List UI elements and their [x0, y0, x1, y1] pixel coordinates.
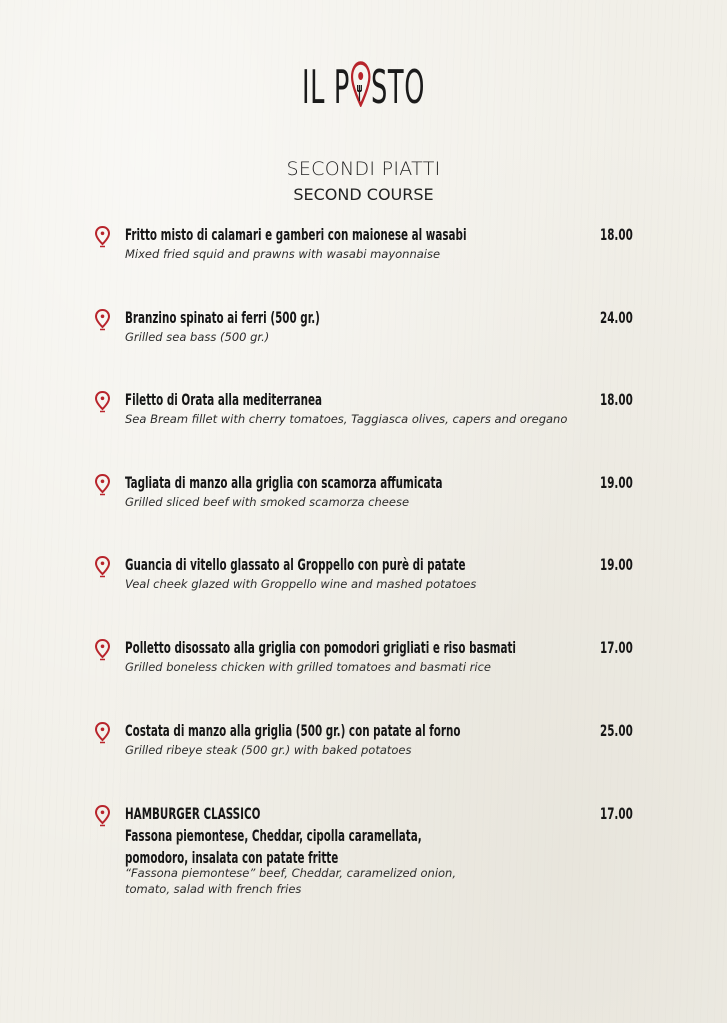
dish-name: Fritto misto di calamari e gamberi con maionese al wasabi [125, 225, 467, 244]
logo-text-right: STO [371, 60, 426, 114]
dish-price: 17.00 [600, 638, 633, 657]
location-pin-icon [95, 391, 110, 413]
dish-price: 19.00 [600, 473, 633, 492]
dish-description: Veal cheek glazed with Groppello wine and mashed potatoes [125, 577, 477, 591]
dish-price: 17.00 [600, 804, 633, 823]
dish-name [125, 803, 422, 869]
location-pin-icon [95, 226, 110, 248]
section-title: SECONDI PIATTI [286, 158, 441, 180]
dish-description-line: tomato, salad with french fries [125, 882, 302, 896]
dish-name: Costata di manzo alla griglia (500 gr.) con patate al forno [125, 721, 461, 740]
dish-description [125, 865, 456, 897]
dish-name: Guancia di vitello glassato al Groppello con purè di patate [125, 555, 466, 574]
dish-price: 18.00 [600, 390, 633, 409]
dish-name: Branzino spinato ai ferri (500 gr.) [125, 308, 320, 327]
dish-description: Mixed fried squid and prawns with wasabi mayonnaise [125, 247, 441, 261]
dish-description: Sea Bream fillet with cherry tomatoes, Taggiasca olives, capers and oregano [125, 412, 568, 426]
dish-price: 18.00 [600, 225, 633, 244]
dish-description-line: “Fassona piemontese” beef, Cheddar, caramelized onion, [125, 866, 457, 880]
pin-fork-logo-icon [351, 61, 371, 107]
dish-description: Grilled ribeye steak (500 gr.) with baked potatoes [125, 743, 412, 757]
dish-name: Tagliata di manzo alla griglia con scamorza affumicata [125, 473, 443, 492]
dish-name: Filetto di Orata alla mediterranea [125, 390, 322, 409]
logo [138, 58, 589, 116]
dish-price: 19.00 [600, 555, 633, 574]
dish-description: Grilled boneless chicken with grilled tomatoes and basmati rice [125, 660, 491, 674]
dish-name-line: pomodoro, insalata con patate fritte [125, 848, 339, 867]
location-pin-icon [95, 722, 110, 744]
dish-price: 25.00 [600, 721, 633, 740]
dish-name-line: Fassona piemontese, Cheddar, cipolla caramellata, [125, 826, 422, 845]
location-pin-icon [95, 309, 110, 331]
logo-text-left: IL P [301, 60, 350, 114]
dish-name: Polletto disossato alla griglia con pomodori grigliati e riso basmati [125, 638, 516, 657]
location-pin-icon [95, 639, 110, 661]
dish-price: 24.00 [600, 308, 633, 327]
location-pin-icon [95, 474, 110, 496]
section-subtitle: SECOND COURSE [293, 185, 434, 204]
dish-description: Grilled sliced beef with smoked scamorza cheese [125, 495, 410, 509]
dish-name-line: HAMBURGER CLASSICO [125, 804, 261, 823]
dish-description: Grilled sea bass (500 gr.) [125, 330, 270, 344]
location-pin-icon [95, 805, 110, 827]
location-pin-icon [95, 556, 110, 578]
